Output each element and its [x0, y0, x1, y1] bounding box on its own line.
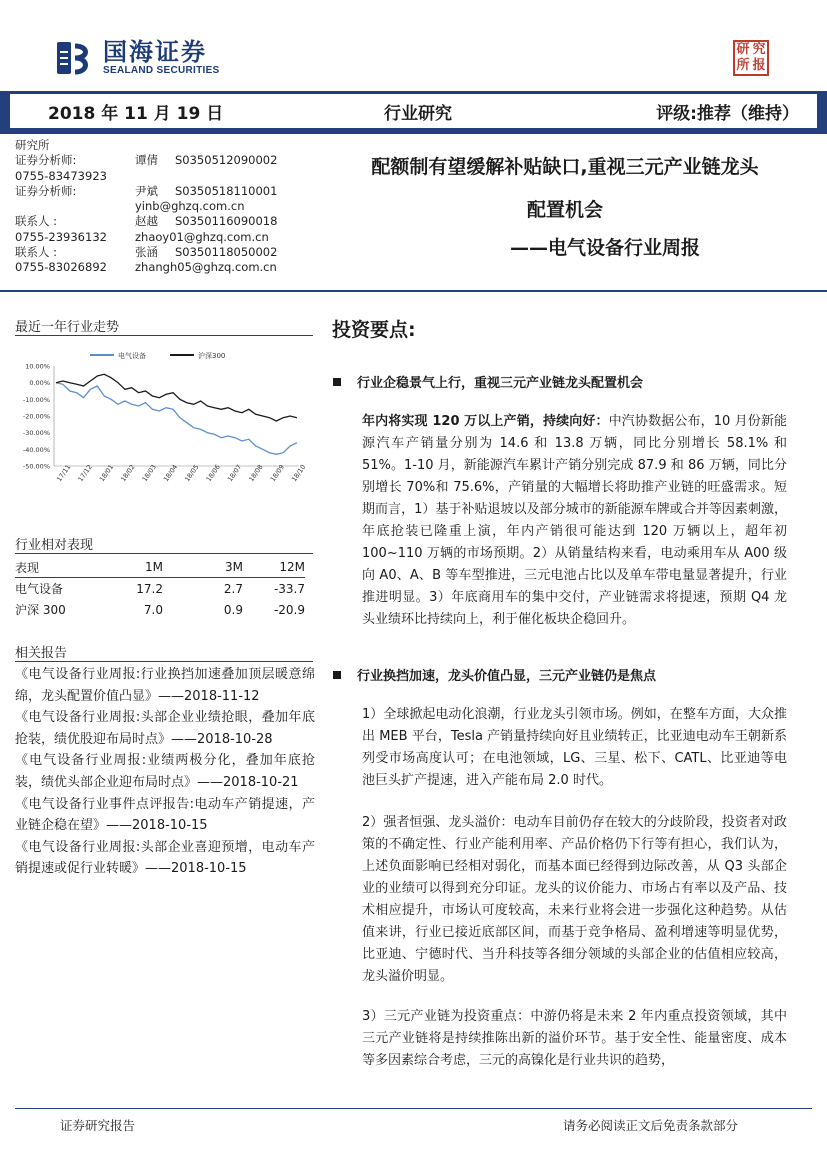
relative-performance-table — [15, 557, 305, 620]
related-report-link[interactable]: 《电气设备行业周报:业绩两极分化，叠加年底抢装，绩优头部企业迎布局时点》——2018-10-21 — [15, 753, 315, 790]
analyst-role: 证券分析师: — [15, 153, 77, 168]
brand-logo — [55, 38, 220, 78]
x-tick-label: 18/03 — [140, 463, 158, 484]
seal-char: 报 — [752, 58, 766, 73]
x-tick-label: 17/11 — [55, 463, 73, 484]
y-tick-label: -20.00% — [22, 412, 50, 421]
table-cell: 17.2 — [136, 581, 163, 596]
footer-disclaimer: 请务必阅读正文后免责条款部分 — [563, 1118, 739, 1133]
x-tick-label: 18/10 — [290, 463, 308, 484]
x-tick-label: 18/07 — [225, 463, 244, 484]
legend-label-hs300: 沪深300 — [198, 352, 226, 360]
analyst-email: zhaoy01@ghzq.com.cn — [135, 229, 269, 244]
analyst-role: 证券分析师: — [15, 183, 77, 198]
table-row — [15, 599, 305, 620]
industry-trend-chart — [14, 342, 314, 494]
related-report-link[interactable]: 《电气设备行业事件点评报告:电动车产销提速，产业链企稳在望》——2018-10-15 — [15, 796, 315, 834]
analyst-name: 尹斌 — [135, 183, 158, 198]
x-tick-label: 18/08 — [247, 463, 265, 484]
highlight-bullet-2 — [333, 665, 656, 684]
brand-name-en: SEALAND SECURITIES — [103, 65, 220, 76]
related-report-link[interactable]: 《电气设备行业周报:行业换挡加速叠加顶层暖意绵绵，龙头配置价值凸显》——2018-11-12 — [15, 667, 315, 704]
x-tick-label: 18/04 — [161, 463, 180, 484]
perf-label: 行业相对表现 — [15, 538, 94, 553]
analyst-code: S0350512090002 — [175, 153, 278, 168]
analyst-name: 谭倩 — [135, 153, 158, 168]
table-cell: -33.7 — [273, 581, 305, 596]
bullet-text: 行业换挡加速，龙头价值凸显，三元产业链仍是焦点 — [357, 669, 657, 684]
paragraph-body: 中汽协数据公布，10 月份新能源汽车产销量分别为 14.6 和 13.8 万辆，同比分别增长 58.1% 和 51%。1-10 月，新能源汽车累计产销分别完成 87.9 和 86 万辆，同比分别增长 70%和 75.6%，产销量的大幅增长将助推产业链的旺盛需求。短期而言，1）基于补贴退坡以及部分城市的新能源车牌或合并等因素刺激，年底抢装已隆重上演，年内产销很可能达到 120 万辆以上，超年初 100~110 万辆的市场预期。2）从销量结构来看，电动乘用车从 A00 级向 A0、A、B 等车型推进，三元电池占比以及单车带电量显著提升，行业推进明显。3）年底商用车的集中交付，产业链需求将提速，预期 Q4 龙头业绩环比持续向上，利于催化板块企稳回升。 — [362, 414, 787, 627]
x-tick-label: 18/06 — [204, 463, 222, 484]
table-cell: 沪深 300 — [15, 603, 66, 617]
highlight-bullet-1 — [333, 372, 643, 391]
analyst-code: S0350518110001 — [175, 183, 278, 198]
analyst-code: S0350116090018 — [175, 214, 278, 229]
analyst-email: yinb@ghzq.com.cn — [135, 199, 245, 214]
chart-series — [56, 374, 297, 454]
investment-highlights-heading: 投资要点: — [332, 319, 416, 341]
y-tick-label: 10.00% — [25, 362, 50, 371]
table-cell: 2.7 — [223, 581, 243, 596]
table-header-cell: 表现 — [15, 560, 40, 575]
y-tick-label: -50.00% — [22, 462, 50, 471]
table-cell: 电气设备 — [15, 582, 64, 596]
paragraph-lead: 年内将实现 120 万以上产销，持续向好： — [362, 414, 609, 429]
title-line-2: 配置机会 — [526, 199, 603, 221]
footer-divider — [15, 1108, 812, 1109]
section-divider — [15, 335, 313, 336]
header-bar — [0, 91, 827, 134]
report-title — [330, 155, 800, 260]
report-rating: 评级:推荐（维持） — [656, 103, 799, 124]
analyst-name: 张涵 — [135, 245, 158, 260]
table-cell: 0.9 — [223, 602, 243, 617]
x-tick-label: 18/09 — [268, 463, 287, 484]
bullet-square-icon — [333, 378, 341, 386]
related-report-link[interactable]: 《电气设备行业周报:头部企业喜迎预增，电动车产销提速或促行业转暖》——2018-10-15 — [15, 839, 315, 877]
title-line-1: 配额制有望缓解补贴缺口,重视三元产业链龙头 — [371, 156, 759, 178]
table-header-row — [15, 557, 305, 578]
series-line-electrical — [56, 383, 297, 455]
analyst-block — [15, 138, 315, 276]
table-cell: -20.9 — [273, 602, 305, 617]
analyst-role: 联系人 : — [15, 245, 58, 260]
x-tick-label: 18/02 — [119, 463, 137, 484]
analyst-contact: 0755-83473923 — [15, 168, 107, 183]
y-tick-label: -10.00% — [22, 395, 50, 404]
table-row — [15, 578, 305, 599]
header-divider — [0, 290, 827, 292]
table-header-cell: 3M — [225, 560, 243, 574]
analyst-role: 联系人 : — [15, 214, 58, 229]
bullet-square-icon — [333, 671, 341, 679]
research-seal — [733, 40, 769, 76]
table-header-cell: 1M — [145, 560, 163, 574]
paragraph-global-wave: 1）全球掀起电动化浪潮，行业龙头引领市场。例如，在整车方面，大众推出 MEB 平台，Tesla 产销量持续向好且业绩转正，比亚迪电动车王朝新系列受市场高度认可；在电池领域，LG、三星、松下、CATL、比亚迪等电池巨头扩产提速，进入产能布局 2.0 时代。 — [362, 707, 787, 788]
bullet-text: 行业企稳景气上行，重视三元产业链龙头配置机会 — [357, 376, 644, 391]
analyst-contact: 0755-83026892 — [15, 260, 107, 275]
paragraph-sales-outlook — [362, 411, 787, 631]
related-reports-list — [15, 664, 315, 880]
table-header-cell: 12M — [279, 560, 305, 574]
analyst-email: zhangh05@ghzq.com.cn — [135, 260, 277, 275]
y-tick-label: -40.00% — [22, 445, 50, 454]
report-type: 行业研究 — [384, 103, 452, 124]
table-cell: 7.0 — [143, 602, 163, 617]
research-dept-label: 研究所 — [15, 138, 50, 152]
report-subtitle: ——电气设备行业周报 — [509, 237, 700, 259]
y-tick-label: -30.00% — [22, 429, 50, 438]
analyst-code: S0350118050002 — [175, 245, 278, 260]
sealand-logo-icon — [55, 38, 95, 78]
analyst-contact: 0755-23936132 — [15, 229, 107, 244]
legend-label-electrical: 电气设备 — [118, 352, 146, 360]
seal-char: 究 — [752, 42, 766, 57]
paragraph-leader-premium: 2）强者恒强、龙头溢价：电动车目前仍存在较大的分歧阶段，投资者对政策的不确定性、行业产能利用率、产品价格仍下行等有担心，我们认为，上述负面影响已经相对弱化，而基本面已经得到边际改善，从 Q3 头部企业的业绩可以得到充分印证。龙头的议价能力、市场占有率以及产品、技术相应提升，市场认可度较高，未来行业将会进一步强化这种趋势。从估值来讲，行业已接近底部区间，而基于竞争格局、盈利增速等明显优势，比亚迪、宁德时代、当升科技等各细分领域的头部企业的估值相应较高，龙头溢价明显。 — [362, 815, 787, 984]
chart-legend — [90, 351, 225, 360]
x-tick-label: 18/05 — [183, 463, 201, 484]
seal-char: 所 — [736, 58, 750, 73]
footer-report-label: 证券研究报告 — [60, 1118, 136, 1133]
seal-char: 研 — [736, 42, 750, 57]
section-divider — [15, 553, 313, 554]
x-tick-label: 17/12 — [76, 463, 94, 484]
y-axis — [23, 363, 54, 471]
paragraph-ternary-chain: 3）三元产业链为投资重点：中游仍将是未来 2 年内重点投资领域，其中三元产业链将是持续推陈出新的溢价环节。基于安全性、能量密度、成本等多因素综合考虑，三元的高镍化是行业共识的趋势， — [362, 1009, 787, 1068]
report-date: 2018 年 11 月 19 日 — [48, 103, 224, 124]
trend-label: 最近一年行业走势 — [15, 320, 120, 335]
x-axis — [54, 463, 307, 483]
related-report-link[interactable]: 《电气设备行业周报:头部企业业绩抢眼，叠加年底抢装，绩优股迎布局时点》——2018-10-28 — [15, 710, 315, 747]
section-divider — [15, 661, 313, 662]
y-tick-label: 0.00% — [29, 379, 50, 388]
analyst-name: 赵越 — [135, 214, 158, 229]
brand-name-cn: 国海证券 — [103, 38, 207, 66]
x-tick-label: 18/01 — [97, 463, 116, 484]
reports-label: 相关报告 — [15, 646, 68, 661]
